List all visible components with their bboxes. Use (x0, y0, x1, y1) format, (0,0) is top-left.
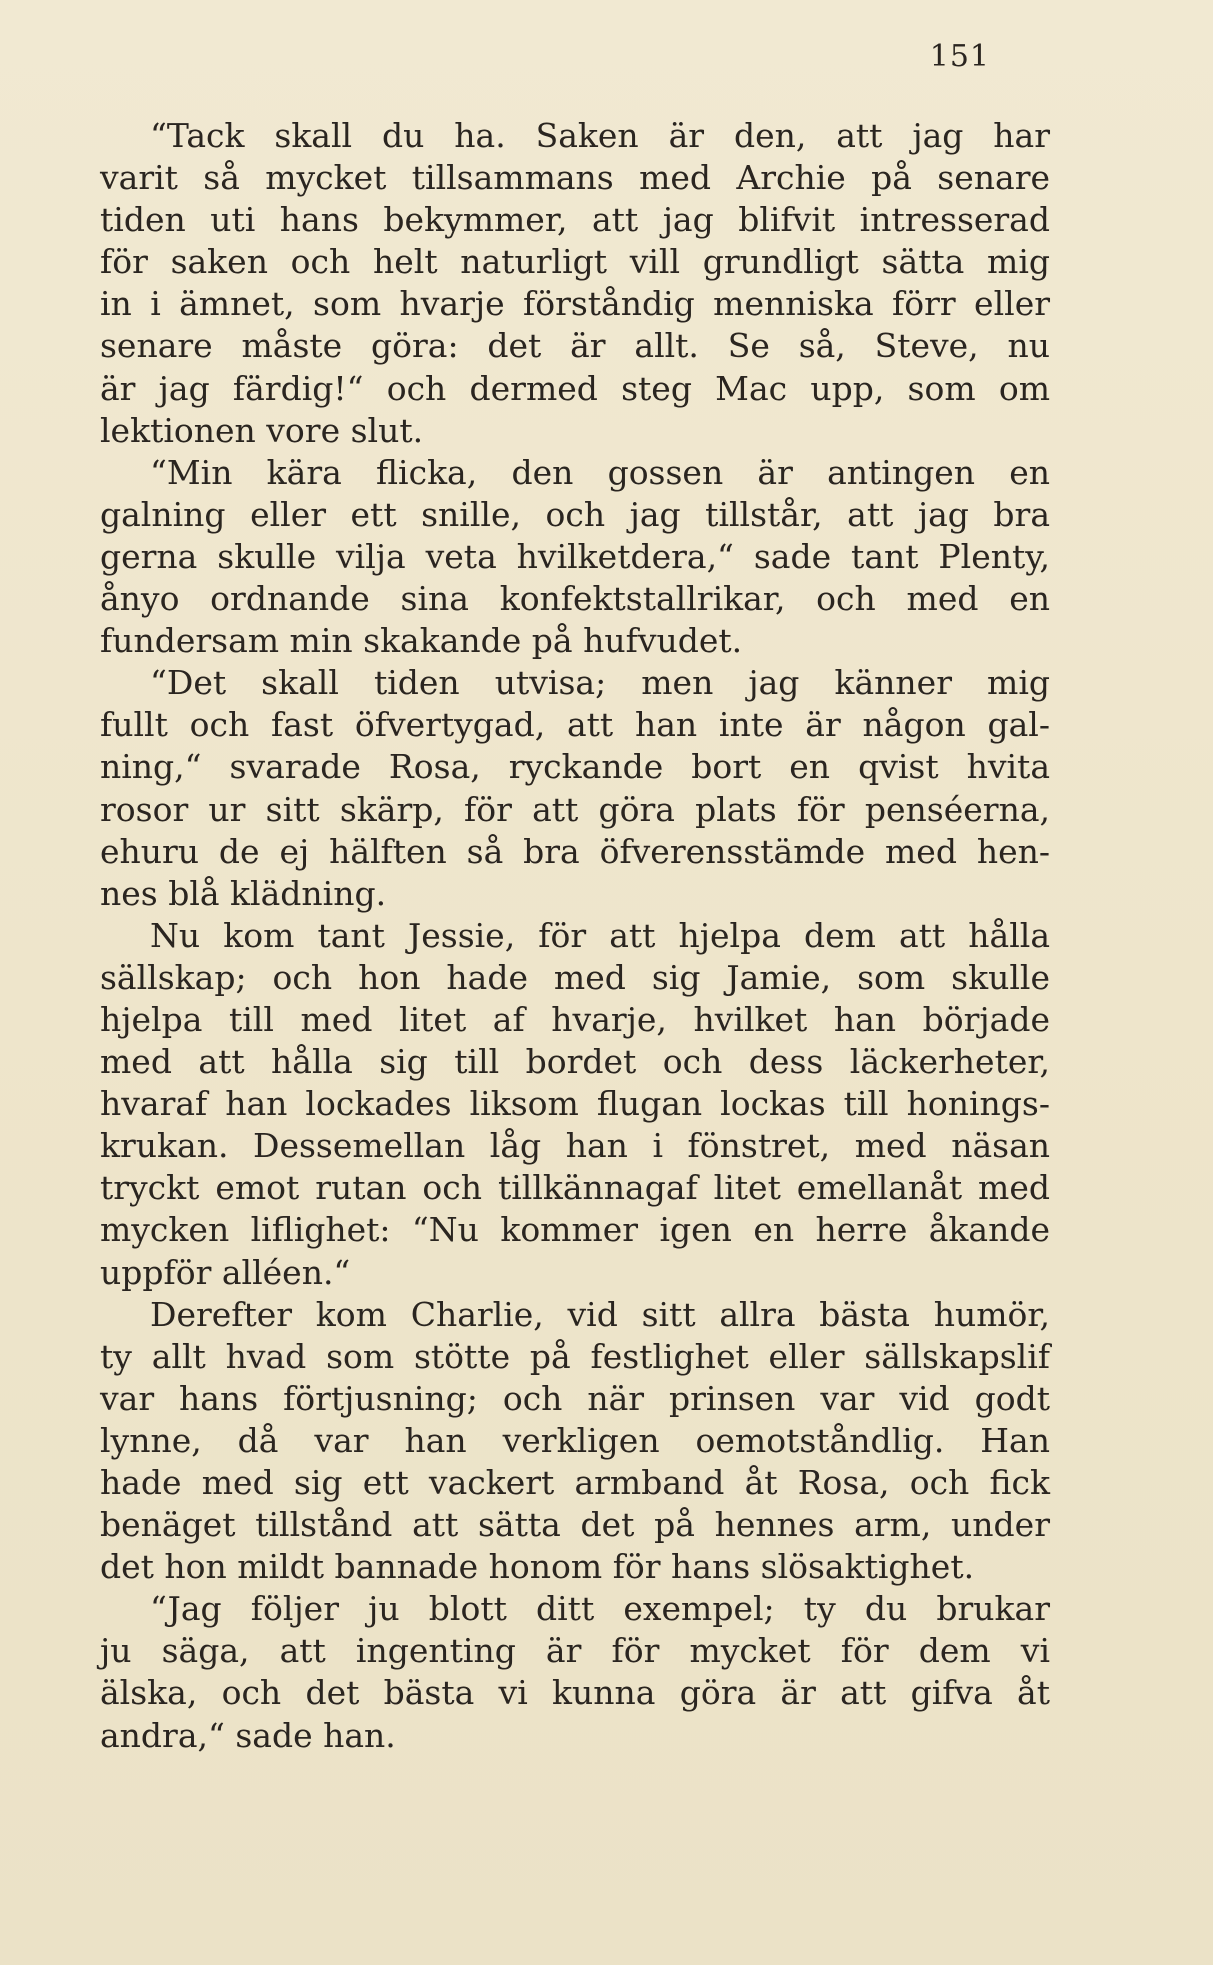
text-line: “Tack skall du ha. Saken är den, att jag har (150, 116, 1050, 155)
text-line: “Jag följer ju blott ditt exempel; ty du brukar (150, 1589, 1050, 1629)
text-line: hvaraf han lockades liksom flugan lockas till honings- (100, 1084, 1050, 1124)
text-line: med att hålla sig till bordet och dess läckerheter, (100, 1042, 1050, 1082)
text-line: rosor ur sitt skärp, för att göra plats för penséerna, (100, 789, 1050, 829)
text-line: hade med sig ett vackert armband åt Rosa, och fick (100, 1463, 1050, 1502)
text-line: ty allt hvad som stötte på festlighet eller sällskapslif (100, 1336, 1050, 1376)
text-line: varit så mycket tillsammans med Archie på senare (100, 158, 1050, 198)
text-line: in i ämnet, som hvarje förståndig menniska förr eller (100, 284, 1050, 324)
text-line: andra,“ sade han. (100, 1715, 396, 1755)
text-line: nes blå klädning. (100, 873, 387, 913)
text-line: ju säga, att ingenting är för mycket för dem vi (100, 1631, 1050, 1671)
text-line: ehuru de ej hälften så bra öfverensstämde med hen- (100, 831, 1050, 871)
text-line: uppför alléen.“ (100, 1252, 351, 1292)
text-line: galning eller ett snille, och jag tillstår, att jag bra (100, 494, 1050, 534)
page-number: 151 (929, 39, 990, 74)
text-line: mycken liflighet: “Nu kommer igen en herre åkande (100, 1210, 1050, 1250)
text-line: älska, och det bästa vi kunna göra är att gifva åt (100, 1673, 1050, 1713)
body-text (100, 115, 1050, 1757)
text-line: fundersam min skakande på hufvudet. (100, 621, 743, 661)
text-line: fullt och fast öfvertygad, att han inte är någon gal- (100, 705, 1050, 745)
text-line: lynne, då var han verkligen oemotståndlig. Han (100, 1420, 1050, 1460)
text-line: ånyo ordnande sina konfektstallrikar, och med en (100, 579, 1050, 619)
text-line: Derefter kom Charlie, vid sitt allra bästa humör, (150, 1294, 1050, 1334)
text-line: tryckt emot rutan och tillkännagaf litet emellanåt med (100, 1168, 1050, 1208)
text-line: var hans förtjusning; och när prinsen var vid godt (100, 1378, 1050, 1418)
text-line: hjelpa till med litet af hvarje, hvilket han började (100, 999, 1050, 1039)
text-line: gerna skulle vilja veta hvilketdera,“ sade tant Plenty, (100, 536, 1050, 576)
text-line: Nu kom tant Jessie, för att hjelpa dem att hålla (150, 915, 1050, 955)
text-line: “Min kära flicka, den gossen är antingen en (150, 452, 1050, 492)
text-line: ning,“ svarade Rosa, ryckande bort en qvist hvita (100, 747, 1050, 787)
text-line: krukan. Dessemellan låg han i fönstret, med näsan (100, 1126, 1050, 1166)
text-line: lektionen vore slut. (100, 410, 424, 450)
text-line: det hon mildt bannade honom för hans slösaktighet. (100, 1547, 975, 1587)
text-line: benäget tillstånd att sätta det på hennes arm, under (100, 1505, 1050, 1545)
text-line: för saken och helt naturligt vill grundligt sätta mig (100, 242, 1050, 282)
text-line: “Det skall tiden utvisa; men jag känner mig (150, 663, 1050, 703)
text-line: är jag färdig!“ och dermed steg Mac upp, som om (100, 368, 1050, 408)
text-line: tiden uti hans bekymmer, att jag blifvit intresserad (100, 200, 1050, 240)
text-line: sällskap; och hon hade med sig Jamie, som skulle (100, 957, 1050, 997)
text-line: senare måste göra: det är allt. Se så, Steve, nu (100, 326, 1050, 366)
